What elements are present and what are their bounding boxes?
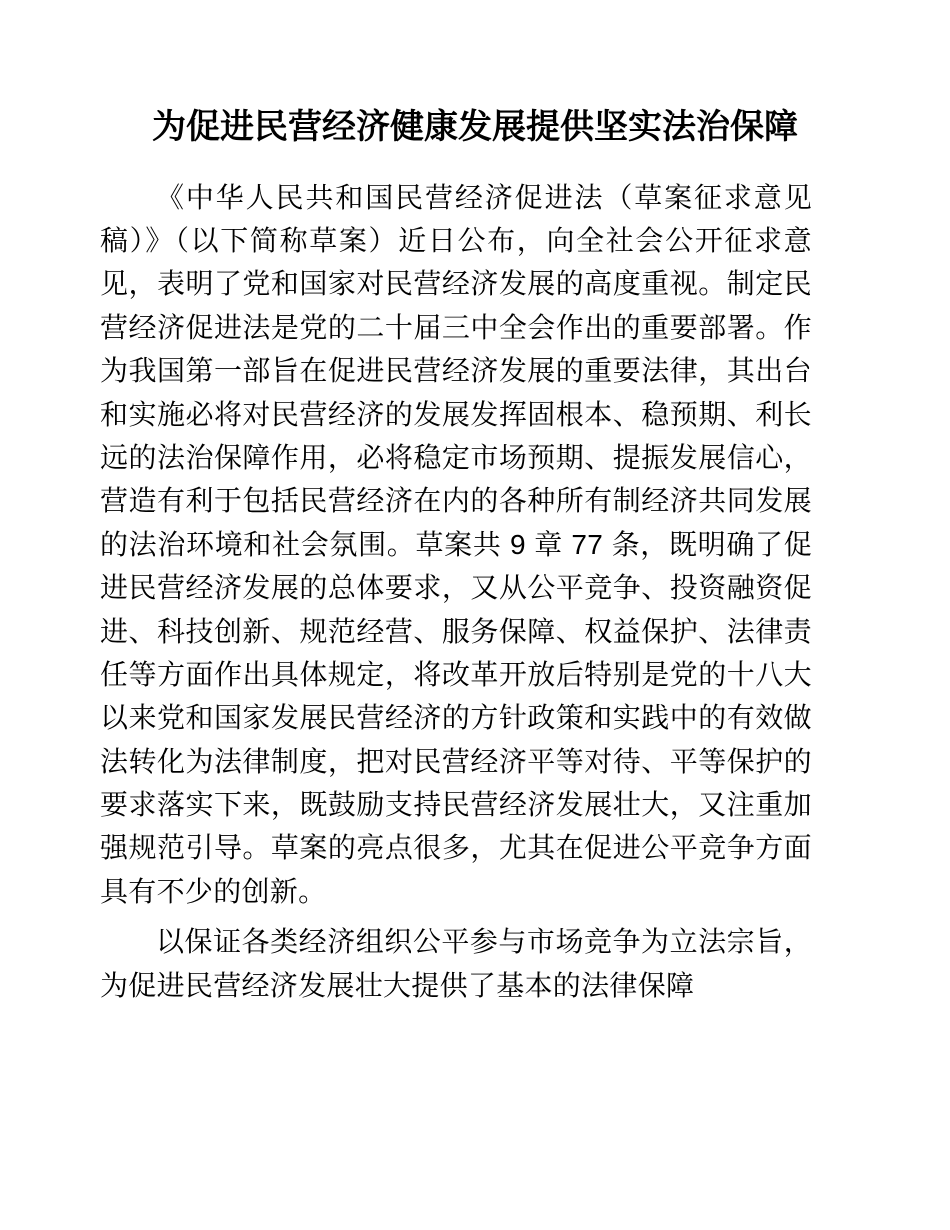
paragraph-legislative-purpose: 以保证各类经济组织公平参与市场竞争为立法宗旨，为促进民营经济发展壮大提供了基本的法律保障 — [100, 926, 812, 1001]
paragraph-intro: 《中华人民共和国民营经济促进法（草案征求意见稿）》（以下简称草案）近日公布，向全社会公开征求意见，表明了党和国家对民营经济发展的高度重视。制定民营经济促进法是党的二十届三中全会作出的重要部署。作为我国第一部旨在促进民营经济发展的重要法律，其出台和实施必将对民营经济的发展发挥固根本、稳预期、利长远的法治保障作用，必将稳定市场预期、提振发展信心，营造有利于包括民营经济在内的各种所有制经济共同发展的法治环境和社会氛围。草案共 9 章 77 条，既明确了促进民营经济发展的总体要求，又从公平竞争、投资融资促进、科技创新、规范经营、服务保障、权益保护、法律责任等方面作出具体规定，将改革开放后特别是党的十八大以来党和国家发展民营经济的方针政策和实践中的有效做法转化为法律制度，把对民营经济平等对待、平等保护的要求落实下来，既鼓励支持民营经济发展壮大，又注重加强规范引导。草案的亮点很多，尤其在促进公平竞争方面具有不少的创新。 — [100, 181, 812, 907]
document-title: 为促进民营经济健康发展提供坚实法治保障 — [152, 108, 798, 146]
document-body — [0, 176, 950, 1007]
